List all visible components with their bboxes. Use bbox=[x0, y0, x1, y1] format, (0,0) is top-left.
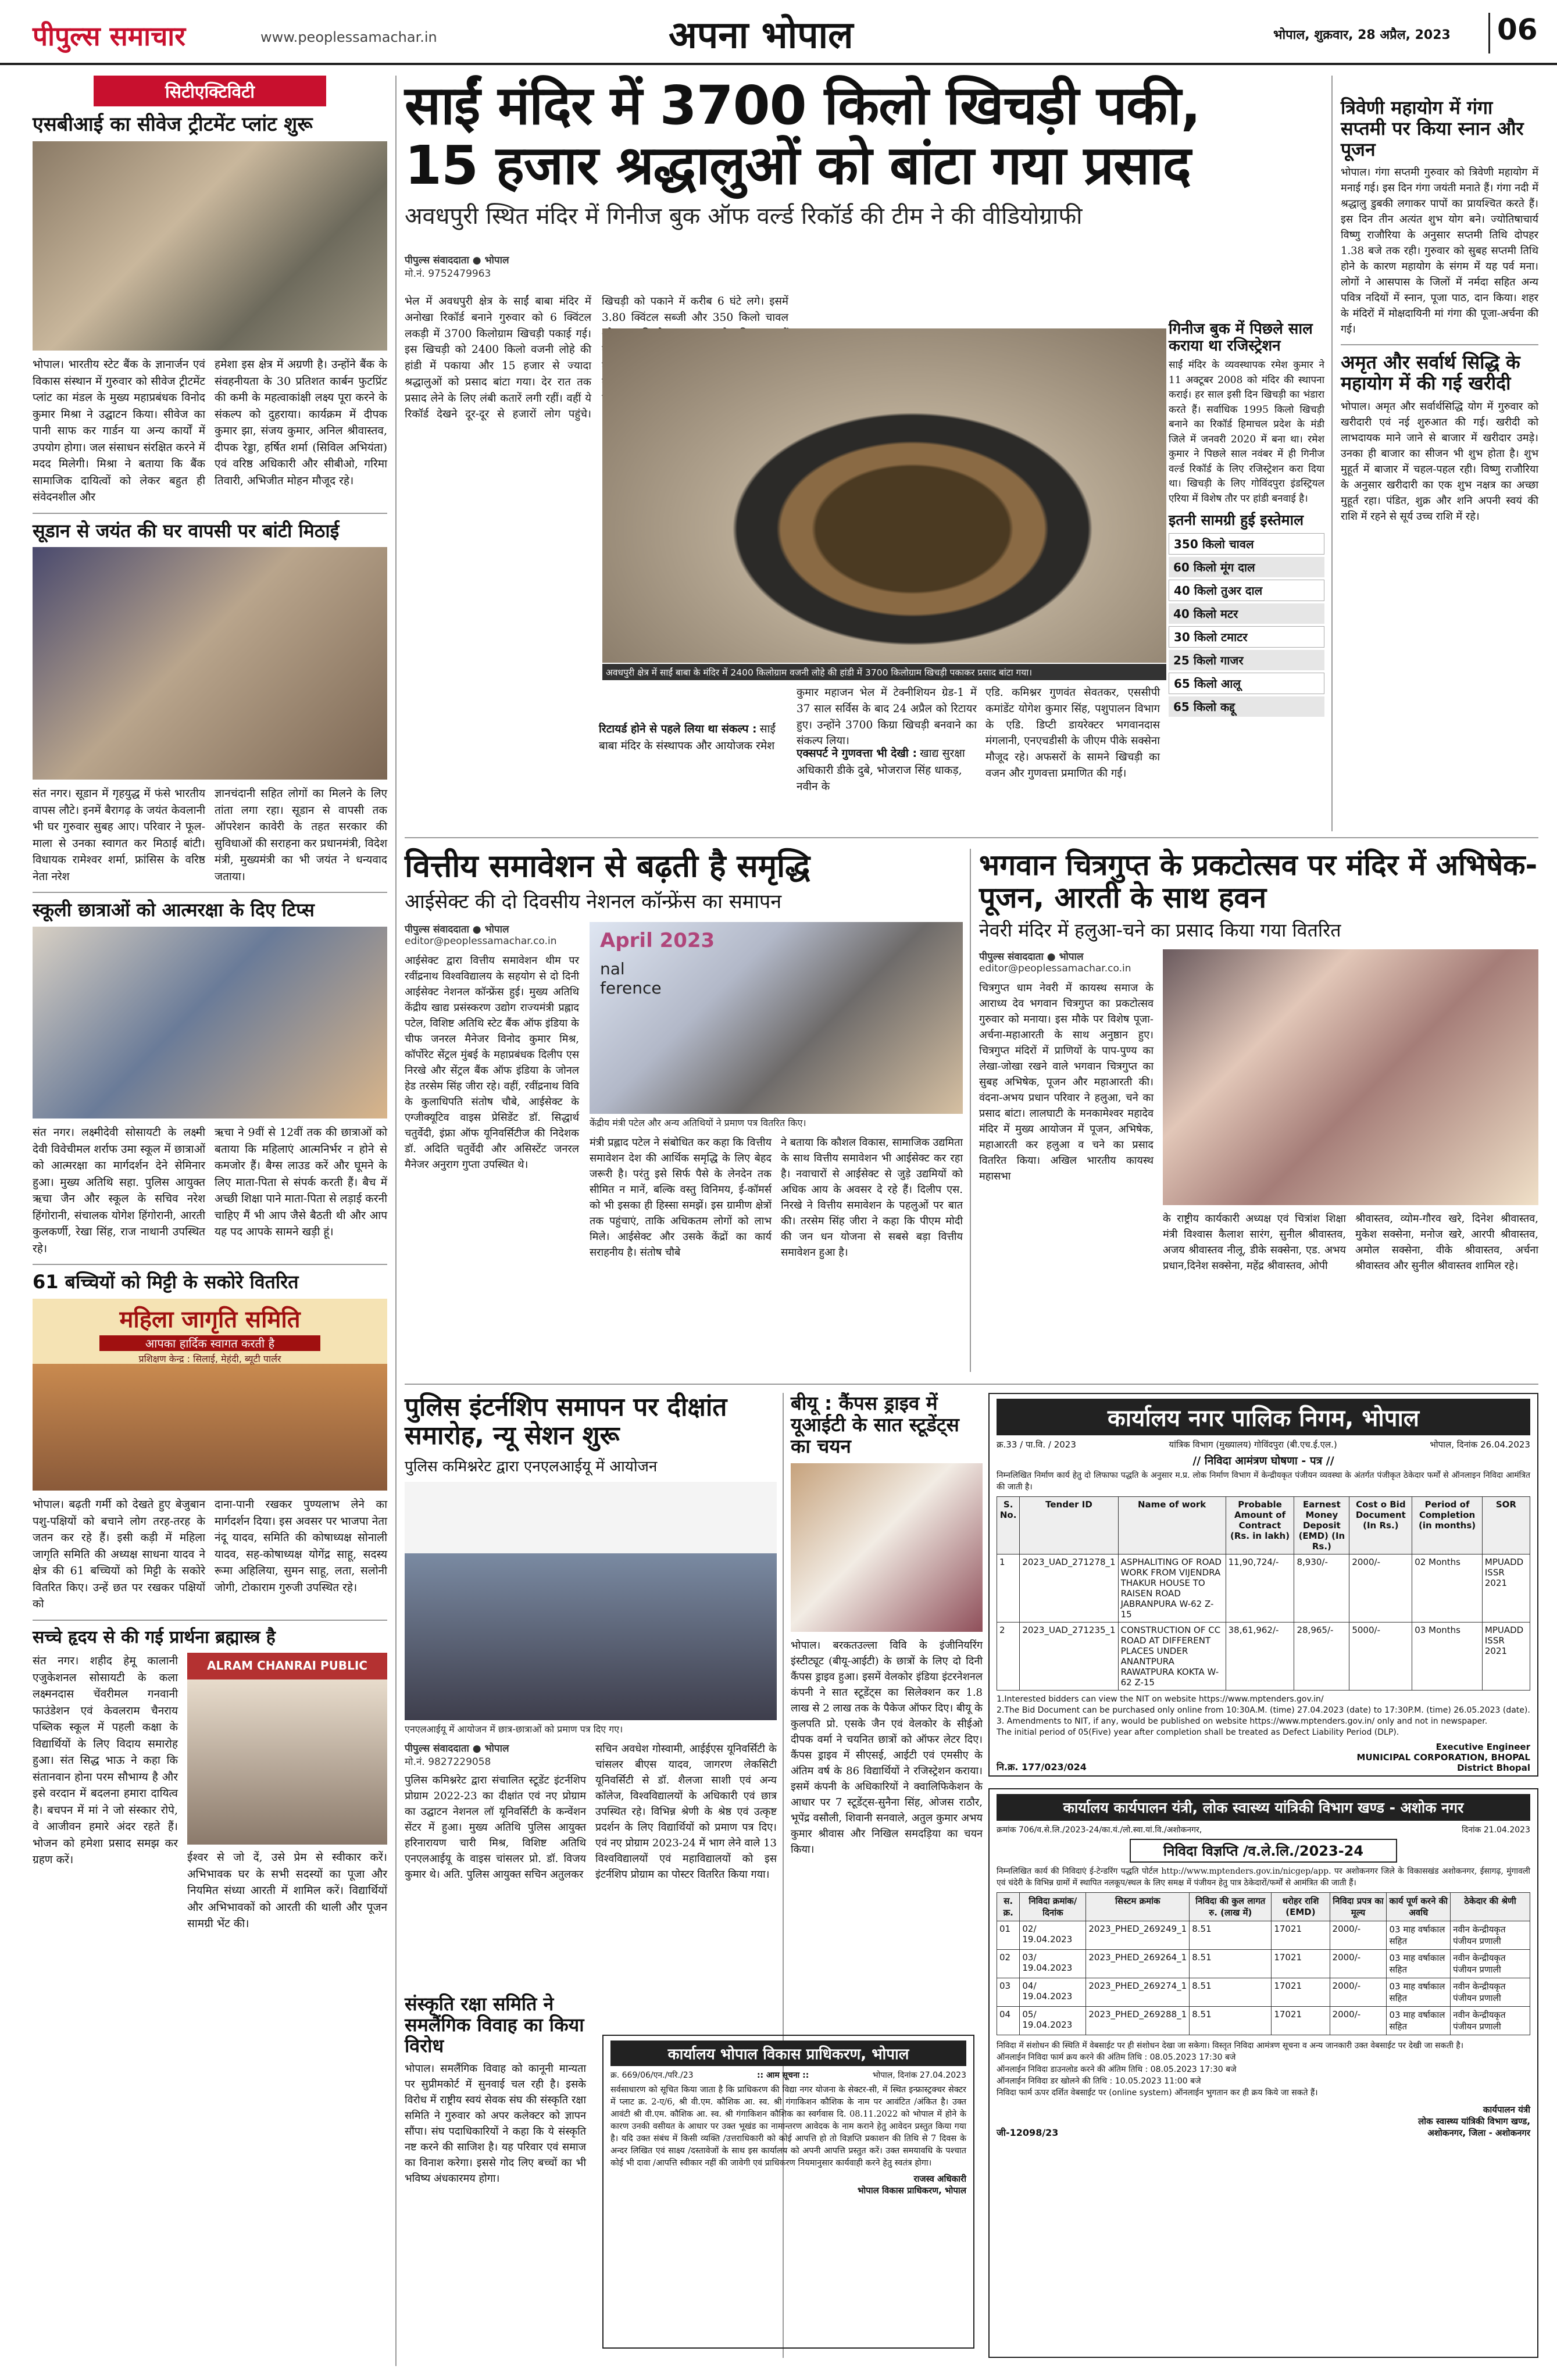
sbi-headline: एसबीआई का सीवेज ट्रीटमेंट प्लांट शुरू bbox=[33, 113, 313, 136]
left-column bbox=[33, 76, 387, 2366]
phe-col-header: निविदा की कुल लागत रु. (लाख में) bbox=[1190, 1893, 1272, 1921]
fin-photo-banner-2: nal bbox=[600, 959, 625, 979]
sakore-text-col2: दाना-पानी रखकर पुण्यलाभ लेने का मार्गदर्शन दिया। इस अवसर पर भाजपा नेता नंदू यादव, समिति की कोषाध्यक्ष सोनाली यादव, सह-कोषाध्यक्ष योगेंद्र साहू, सदस्य रूमा अहिलिया, सुमन साहू, लता, सलोनी जोगी, टोकाराम गुरुजी उपस्थित रहे। bbox=[215, 1498, 387, 1594]
dateline: भोपाल, शुक्रवार, 28 अप्रैल, 2023 bbox=[1273, 28, 1451, 42]
nn-cell: ASPHALITING OF ROAD WORK FROM VIJENDRA THAKUR HOUSE TO RAISEN ROAD JABRANPURA W-62 Z-15 bbox=[1118, 1554, 1226, 1623]
bda-text: सर्वसाधारण को सूचित किया जाता है कि प्राधिकरण की विद्या नगर योजना के सेक्टर-सी, में स्थित इन्फ्रास्ट्रक्चर सेक्टर में प्लाट क्र. 2-ए/6, श्री वी.एम. कौशिक आ. स्व. श्री गंगाकिशन कौशिक के नाम पर आवंटित /अंकित है। उक्त आवंटी श्री वी.एम. कौशिक आ. स्व. श्री गंगाकिशन कौशिक का स्वर्गवास दि. 08.11.2022 को भोपाल में होने के कारण उनकी वसीयत के आधार पर उक्त भूखंड का नामान्तरण आवेदक के नाम कराने हेतु आवेदन प्रस्तुत किया गया है। यदि उक्त संबंध में किसी व्यक्ति /उत्तराधिकारी को कोई आपत्ति हो तो विज्ञप्ति प्रकाशन की तिथि से 7 दिवस के अन्दर लिखित एवं साक्ष्य /दस्तावेजों के साथ इस कार्यालय को अपनी आपत्ति प्रस्तुत करें। उक्त समयावधि के पश्चात कोई भी दावा /आपत्ति स्वीकार नहीं की जावेगी एवं प्राधिकरण नियमानुसार कार्यवाही करने हेतु स्वतंत्र होगा। bbox=[610, 2085, 966, 2168]
khichdi-photo bbox=[602, 328, 1166, 663]
phe-row bbox=[997, 2007, 1530, 2035]
bda-date: भोपाल, दिनांक 27.04.2023 bbox=[872, 2071, 966, 2080]
fin-text-col3: ने बताया कि कौशल विकास, सामाजिक उद्यमिता के साथ वित्तीय समावेशन भी आईसेक्ट कर रहा है। नवाचारों से आईसेक्ट से जुड़े उद्यमियों को अधिक आय के अवसर दे रहे हैं। दिलीप एस. निरखे ने वित्तीय समावेशन के पहलुओं पर बात की। तरसेम सिंह जीरा ने कहा कि पीएम मोदी की जन धन योजना से सबसे बड़ा वित्तीय समावेशन हुआ है। bbox=[781, 1137, 963, 1259]
chitragupt-text-col3: श्रीवास्तव, व्योम-गौरव खरे, दिनेश श्रीवास्तव, मुकेश सक्सेना, मनोज खरे, आरपी श्रीवास्तव, अमोल सक्सेना, वीके श्रीवास्तव, अर्चना श्रीवास्तव और सुनील श्रीवास्तव शामिल रहे। bbox=[1355, 1213, 1538, 1272]
phe-row bbox=[997, 1950, 1530, 1978]
divider bbox=[33, 1264, 387, 1265]
nn-notes bbox=[997, 1694, 1530, 1738]
phe-cell: 2023_PHED_269264_1 bbox=[1086, 1950, 1190, 1978]
police-photo-caption: एनएलआईयू में आयोजन में छात्र-छात्राओं को प्रमाण पत्र दिए गए। bbox=[405, 1723, 623, 1735]
phe-col-header: ठेकेदार की श्रेणी bbox=[1451, 1893, 1530, 1921]
phe-cell: 2023_PHED_269288_1 bbox=[1086, 2007, 1190, 2035]
divider bbox=[33, 513, 387, 514]
bu-headline: बीयू : कैंपस ड्राइव में यूआईटी के सात स्टूडेंट्स का चयन bbox=[791, 1392, 959, 1457]
nn-cell: 8,930/- bbox=[1294, 1554, 1349, 1623]
lead-subhead-1: रिटायर्ड होने से पहले लिया था संकल्प : bbox=[599, 723, 757, 735]
nn-code: नि.क्र. 177/023/024 bbox=[997, 1761, 1087, 1773]
fin-photo bbox=[590, 922, 963, 1114]
fin-headline: वित्तीय समावेशन से बढ़ती है समृद्धि bbox=[405, 848, 810, 884]
nn-cell: 03 Months bbox=[1412, 1623, 1483, 1691]
ganga-headline: त्रिवेणी महायोग में गंगा सप्तमी पर किया स्नान और पूजन bbox=[1341, 97, 1524, 160]
phe-note: निविदा में संशोधन की स्थिति में वेबसाईट पर ही संशोधन देखा जा सकेगा। विस्तृत निविदा आमंत्रण सूचना व अन्य जानकारी उक्त वेबसाईट पर देखी जा सकती है। bbox=[997, 2041, 1464, 2051]
police-byline: पीपुल्स संवाददाता ● भोपाल bbox=[405, 1742, 509, 1754]
banner-subtitle: आपका हार्दिक स्वागत करती है bbox=[99, 1335, 320, 1351]
page-number: 06 bbox=[1488, 13, 1541, 53]
bu-story bbox=[791, 1393, 983, 2021]
nn-col-header: S. No. bbox=[997, 1497, 1020, 1554]
chitragupt-byline: पीपुल्स संवाददाता ● भोपाल bbox=[979, 951, 1084, 963]
phe-cell: 01 bbox=[997, 1921, 1020, 1950]
fin-photo-banner: April 2023 bbox=[600, 929, 715, 953]
ingredient-item: 40 किलो मटर bbox=[1169, 603, 1324, 624]
phe-note: निविदा फार्म ऊपर दर्शित वेबसाईट पर (online system) ऑनलाईन भुगतान कर ही क्रय किये जा सकते हैं। bbox=[997, 2088, 1318, 2098]
bda-sign-2: भोपाल विकास प्राधिकरण, भोपाल bbox=[857, 2185, 966, 2196]
newspaper-logo: पीपुल्स समाचार bbox=[33, 20, 186, 52]
phe-note: ऑनलाईन निविदा डर खोलने की तिथि : 10.05.2023 11:00 बजे bbox=[997, 2077, 1201, 2086]
khichdi-photo-caption: अवधपुरी क्षेत्र में साईं बाबा के मंदिर में 2400 किलोग्राम वजनी लोहे की हांडी में 3700 किलोग्राम खिचड़ी पकाकर प्रसाद बांटा गया। bbox=[602, 664, 1166, 680]
nn-title: कार्यालय नगर पालिक निगम, भोपाल bbox=[997, 1399, 1530, 1435]
sudan-text-col1: संत नगर। सूडान में गृहयुद्ध में फंसे भारतीय वापस लौटे। इनमें बैरागढ़ के जयंत केवलानी भी घर गुरुवार सुबह आए। परिवार ने फूल-माला से उनका स्वागत कर मिठाई बांटी। विधायक रामेश्वर शर्मा, फ्रांसिस के वरिष्ठ नेता नरेश bbox=[33, 787, 205, 883]
amrit-headline: अमृत और सर्वार्थ सिद्धि के महायोग में की गई खरीदी bbox=[1341, 351, 1520, 395]
phe-cell: 2000/- bbox=[1330, 1921, 1387, 1950]
phe-cell: नवीन केन्द्रीयकृत पंजीयन प्रणाली bbox=[1451, 1950, 1530, 1978]
lead-below-photo-1: कुमार महाजन भेल में टेक्नीशियन ग्रेड-1 में 37 साल सर्विस के बाद 24 अप्रैल को रिटायर हुए। उन्होंने 3700 किग्रा खिचड़ी बनवाने का संकल्प लिया। bbox=[797, 687, 977, 748]
masthead bbox=[0, 0, 1557, 65]
ingredient-item: 65 किलो कद्दू bbox=[1169, 696, 1324, 717]
lead-byline: पीपुल्स संवाददाता ● भोपाल bbox=[405, 255, 509, 266]
phe-cell: नवीन केन्द्रीयकृत पंजीयन प्रणाली bbox=[1451, 1921, 1530, 1950]
police-story bbox=[405, 1393, 777, 1974]
lead-body-column bbox=[405, 253, 579, 288]
lead-subhead-2: एक्सपर्ट ने गुणवत्ता भी देखी : bbox=[797, 747, 917, 760]
phe-title: कार्यालय कार्यपालन यंत्री, लोक स्वास्थ्य यांत्रिकी विभाग खण्ड - अशोक नगर bbox=[997, 1794, 1530, 1821]
amrit-text: भोपाल। अमृत और सर्वार्थसिद्धि योग में गुरुवार को खरीदारी एवं नई शुरुआत की गई। खरीदी को लाभदायक माने जाने से बाजार में खरीदार उमड़े। उनका ही बाजार का सीजन भी शुभ होता है। शुभ मुहूर्त में बाजार में चहल-पहल रही। विष्णु राजौरिया के अनुसार खरीदारी का एक शुभ नक्षत्र का अच्छा मुहूर्त रहा। पंडित, शुक्र और शनि अपनी स्वयं की राशि में रहने से सूर्य उच्च राशि में रहे। bbox=[1341, 401, 1538, 523]
phe-col-header: निविदा प्रपत्र का मूल्य bbox=[1330, 1893, 1387, 1921]
phe-sign-3: अशोकनगर, जिला - अशोकनगर bbox=[1427, 2127, 1530, 2138]
nn-note: The initial period of 05(Five) year after completion shall be treated as Defect Liability Period (DLP). bbox=[997, 1727, 1399, 1737]
nn-cell: 5000/- bbox=[1349, 1623, 1412, 1691]
nn-cell: 2 bbox=[997, 1623, 1020, 1691]
financial-story bbox=[405, 849, 963, 1355]
phe-cell: 8.51 bbox=[1190, 2007, 1272, 2035]
phe-col-header: स. क्र. bbox=[997, 1893, 1020, 1921]
nn-table bbox=[997, 1496, 1530, 1691]
phe-ref: क्रमांक 706/व.से.लि./2023-24/का.यं./लो.स्वा.यां.वि./अशोकनगर, bbox=[997, 1825, 1202, 1835]
sudan-text-col2: ज्ञानचंदानी सहित लोगों का मिलने के लिए तांता लगा रहा। सूडान से वापसी तक ऑपरेशन कावेरी के तहत सरकार की सुविधाओं की सराहना कर प्रधानमंत्री, विदेश मंत्री, मुख्यमंत्री का भी जयंत ने धन्यवाद जताया। bbox=[215, 787, 387, 883]
website-url[interactable]: www.peoplessamachar.in bbox=[260, 29, 437, 45]
lead-headline-line2: 15 हजार श्रद्धालुओं को बांटा गया प्रसाद bbox=[405, 134, 1191, 197]
self-defense-headline: स्कूली छात्राओं को आत्मरक्षा के दिए टिप्स bbox=[33, 899, 315, 921]
phe-cell: 17021 bbox=[1272, 2007, 1330, 2035]
self-defense-text-col2: ऋचा ने 9वीं से 12वीं तक की छात्राओं को बताया कि महिलाएं आत्मनिर्भर न होने से कमजोर हैं। बैग्स लाउड करें और घूमने के लिए माता-पिता से संपर्क करती हैं। बैच में अच्छी शिक्षा पाने माता-पिता से लड़ाई करनी चाहिए मैं भी आप जैसे बैठती थी और आप यह पद आपके सामने खड़ी हूं। bbox=[215, 1126, 387, 1239]
phe-cell: 04/ 19.04.2023 bbox=[1020, 1978, 1086, 2007]
bda-sign-1: राजस्व अधिकारी bbox=[913, 2174, 966, 2185]
police-photo bbox=[405, 1482, 777, 1720]
sanskriti-text: भोपाल। समलैंगिक विवाह को कानूनी मान्यता पर सुप्रीमकोर्ट में सुनवाई चल रही है। इसके विरोध में राष्ट्रीय स्वयं सेवक संघ की संस्कृति रक्षा समिति ने गुरुवार को अपर कलेक्टर को ज्ञापन सौंपा। संघ पदाधिकारियों ने कहा कि ये संस्कृति नष्ट करने की साजिश है। यह परिवार एवं समाज का विनाश करेगा। इससे गोद लिए बच्चों का भी भविष्य अंधकारमय होगा। bbox=[405, 2063, 586, 2185]
police-text-col2: सचिन अवधेश गोस्वामी, आईईएस यूनिवर्सिटी के चांसलर बीएस यादव, जागरण लेकसिटी यूनिवर्सिटी से डॉ. शैलजा साशी एवं अन्य कॉलेज, विश्वविद्यालयों के अधिकारी एवं छात्र उपस्थित रहे। विभिन्न श्रेणी के श्रेष्ठ एवं उत्कृष्ट प्रदर्शन के लिए विद्यार्थियों को प्रमाण पत्र दिए। एवं नए प्रोग्राम 2023-24 में भाग लेने वाले 13 विश्वविद्यालयों एवं महाविद्यालयों को इस इंटर्नशिप प्रोग्राम का पोस्टर वितरित किया गया। bbox=[595, 1742, 777, 1881]
sakore-headline: 61 बच्चियों को मिट्टी के सकोरे वितरित bbox=[33, 1271, 299, 1293]
phe-cell: 2023_PHED_269274_1 bbox=[1086, 1978, 1190, 2007]
phe-sign-1: कार्यपालन यंत्री bbox=[1483, 2104, 1530, 2115]
fin-photo-caption: केंद्रीय मंत्री पटेल और अन्य अतिथियों ने प्रमाण पत्र वितरित किए। bbox=[590, 1117, 806, 1129]
phe-col-header: निविदा क्रमांक/दिनांक bbox=[1020, 1893, 1086, 1921]
nn-note: 1.Interested bidders can view the NIT on website https://www.mptenders.gov.in/ bbox=[997, 1695, 1324, 1704]
sudan-photo bbox=[33, 547, 387, 780]
nn-cell: 02 Months bbox=[1412, 1554, 1483, 1623]
chitragupt-photo bbox=[1163, 949, 1538, 1205]
prayer-text-col2: ईश्वर से जो दें, उसे प्रेम से स्वीकार करें। अभिभावक घर के सभी सदस्यों का पूजा और नियमित संध्या आरती में शामिल करें। विद्यार्थियों और अभिभावकों को आरती की थाली और पूजन सामग्री भेंट की। bbox=[187, 1851, 387, 1931]
guinness-subhead: गिनीज बुक में पिछले साल कराया था रजिस्ट्रेशन bbox=[1169, 320, 1313, 355]
sbi-text-col1: भोपाल। भारतीय स्टेट बैंक के ज्ञानार्जन एवं विकास संस्थान में गुरुवार को सीवेज ट्रीटमेंट प्लांट का मंडल के मुख्य महाप्रबंधक विनोद कुमार मिश्रा ने उद्घाटन किया। सीवेज का पानी साफ कर गार्डन या अन्य कार्यों में उपयोग होगा। जल संसाधन संरक्षित करने में मदद मिलेगी। मिश्रा ने बताया कि बैंक सामाजिक दायित्वों को लेकर बहुत ही संवेदनशील और bbox=[33, 358, 205, 504]
phe-cell: 17021 bbox=[1272, 1978, 1330, 2007]
prayer-photo bbox=[187, 1653, 387, 1845]
police-text-col1: पुलिस कमिश्नरेट द्वारा संचालित स्टूडेंट इंटर्नशिप प्रोग्राम 2022-23 का दीक्षांत एवं नए प्रोग्राम का उद्घाटन नेशनल लॉ यूनिवर्सिटी के कन्वेंशन सेंटर में हुआ। मुख्य अतिथि पुलिस आयुक्त हरिनारायण चारी मिश्र, विशिष्ट अतिथि एनएलआईयू के वाइस चांसलर प्रो. डॉ. विजय कुमार थे। अति. पुलिस आयुक्त सचिन अतुलकर bbox=[405, 1774, 586, 1881]
police-phone: मो.नं. 9827229058 bbox=[405, 1756, 491, 1768]
chitragupt-deck: नेवरी मंदिर में हलुआ-चने का प्रसाद किया गया वितरित bbox=[979, 919, 1341, 941]
sudan-headline: सूडान से जयंत की घर वापसी पर बांटी मिठाई bbox=[33, 519, 340, 542]
nn-note: 2.The Bid Document can be purchased only online from 10:30A.M. (time) 27.04.2023 (date) to 17:30P.M. (time) 26.05.2023 (date). bbox=[997, 1706, 1530, 1716]
city-activity-label: सिटीएक्टिविटी bbox=[94, 76, 326, 106]
phe-cell: 03/ 19.04.2023 bbox=[1020, 1950, 1086, 1978]
phe-col-header: धरोहर राशि (EMD) bbox=[1272, 1893, 1330, 1921]
nn-col-header: Period of Completion (in months) bbox=[1412, 1497, 1483, 1554]
phe-cell: 2000/- bbox=[1330, 1978, 1387, 2007]
phe-cell: 8.51 bbox=[1190, 1921, 1272, 1950]
ingredients-title: इतनी सामग्री हुई इस्तेमाल bbox=[1169, 512, 1304, 529]
nn-cell: 1 bbox=[997, 1554, 1020, 1623]
nn-col-header: Name of work bbox=[1118, 1497, 1226, 1554]
phe-cell: 03 bbox=[997, 1978, 1020, 2007]
phe-row bbox=[997, 1921, 1530, 1950]
chitragupt-text-col1: चित्रगुप्त धाम नेवरी में कायस्थ समाज के आराध्य देव भगवान चित्रगुप्त का प्रकटोत्सव गुरुवार को मनाया। इस मौके पर विशेष पूजा-अर्चना-महाआरती के साथ अनुष्ठान हुए। चित्रगुप्त मंदिरों में प्राणियों के पाप-पुण्य का लेखा-जोखा रखने वाले भगवान चित्रगुप्त का सुबह अभिषेक, पूजन और महाआरती की। वंदना-अभय प्रधान परिवार ने हलुआ, चने का प्रसाद बांटा। लालघाटी के मनकामेश्वर महादेव मंदिर में मुख्य आयोजन में पूजन, अभिषेक, महाआरती कर हलुआ व चने का प्रसाद वितरित किया। अखिल भारतीय कायस्थ महासभा bbox=[979, 982, 1154, 1182]
nn-row bbox=[997, 1623, 1530, 1691]
nn-cell: 2023_UAD_271278_1 bbox=[1020, 1554, 1118, 1623]
fin-deck: आईसेक्ट की दो दिवसीय नेशनल कॉन्फ्रेंस का समापन bbox=[405, 890, 782, 914]
lead-sub2-wrap bbox=[797, 745, 977, 795]
column-rule bbox=[395, 76, 397, 2366]
bu-photo bbox=[791, 1463, 983, 1632]
nn-cell: MPUADD ISSR 2021 bbox=[1482, 1554, 1530, 1623]
bda-title: कार्यालय भोपाल विकास प्राधिकरण, भोपाल bbox=[610, 2040, 966, 2066]
self-defense-text-col1: संत नगर। लक्ष्मीदेवी सोसायटी के लक्ष्मी देवी विवेचीमल शर्राफ उमा स्कूल में छात्राओं को आत्मरक्षा का मार्गदर्शन देने सेमिनार हुआ। मुख्य अतिथि सहा. पुलिस आयुक्त ऋचा जैन और स्कूल के सचिव नरेश हिंगोरानी, संचालक योगेश हिंगोरानी, आरती कुलकर्णी, रेखा सिंह, राज नाथानी उपस्थित रहे। bbox=[33, 1126, 205, 1255]
nn-note: 3. Amendments to NIT, if any, would be published on website https://www.mptenders.gov.in/ only and not in newspaper. bbox=[997, 1716, 1488, 1726]
lead-phone: मो.नं. 9752479963 bbox=[405, 268, 491, 280]
prayer-text-col1: संत नगर। शहीद हेमू कालानी एजुकेशनल सोसायटी के कला लक्ष्मनदास चेंवरीमल गनवानी फाउंडेशन एवं केवलराम चैनराय पब्लिक स्कूल में पहली कक्षा के विद्यार्थियों के लिए विदाय समारोह हुआ। संत सिद्ध भाऊ ने कहा कि संतानवान होना परम सौभाग्य है और इसे वरदान में बदलना हमारा दायित्व है। बचपन में मां ने जो संस्कार रोपे, वे आजीवन हमारे अंदर रहते हैं। भोजन को हमेशा प्रसाद समझ कर ग्रहण करें। bbox=[33, 1654, 178, 1867]
phe-cell: नवीन केन्द्रीयकृत पंजीयन प्रणाली bbox=[1451, 2007, 1530, 2035]
divider bbox=[1341, 344, 1538, 345]
phe-cell: 02/ 19.04.2023 bbox=[1020, 1921, 1086, 1950]
right-column bbox=[1341, 98, 1538, 524]
nn-dept: यांत्रिक विभाग (मुख्यालय) गोविंदपुरा (बी.एच.ई.एल.) bbox=[1169, 1439, 1337, 1450]
nn-cell: 2000/- bbox=[1349, 1554, 1412, 1623]
divider bbox=[33, 1620, 387, 1621]
nn-sign-1: Executive Engineer bbox=[1435, 1741, 1530, 1752]
nn-col-header: Cost o Bid Document (In Rs.) bbox=[1349, 1497, 1412, 1554]
phe-intro: निम्नलिखित कार्य की निविदाएं ई-टेन्डरिंग पद्धति पोर्टल http://www.mptenders.gov.in/nicgep/app. पर अशोकनगर जिले के विकासखंड अशोकनगर, ईसागढ़, मुंगावली एवं चंदेरी के विभिन्न ग्रामों में स्थापित नलकूप/स्थल के लिए समक्ष में पंजीयन हेतु पात्र ठेकेदारों/फर्मों से आमंत्रित की जाती हैं। bbox=[997, 1867, 1530, 1888]
self-defense-photo bbox=[33, 927, 387, 1118]
nn-date: भोपाल, दिनांक 26.04.2023 bbox=[1430, 1439, 1530, 1450]
ingredient-item: 60 किलो मूंग दाल bbox=[1169, 557, 1324, 577]
phe-sign-2: लोक स्वास्थ्य यांत्रिकी विभाग खण्ड, bbox=[1418, 2115, 1530, 2127]
fin-email[interactable]: editor@peoplessamachar.co.in bbox=[405, 935, 557, 948]
guinness-text: साईं मंदिर के व्यवस्थापक रमेश कुमार ने 11 अक्टूबर 2008 को मंदिर की स्थापना कराई। हर साल इसी दिन खिचड़ी का भंडारा करते हैं। सर्वाधिक 1995 किलो खिचड़ी बनाने का रिकॉर्ड हिमाचल प्रदेश के मंडी जिले में जनवरी 2020 में बना था। रमेश कुमार ने पिछले साल नवंबर में ही गिनीज वर्ल्ड रिकॉर्ड के लिए रजिस्ट्रेशन करा दिया था। खिचड़ी के लिए गोविंदपुरा इंडस्ट्रियल एरिया में विशेष तौर पर हांडी बनवाई है। bbox=[1169, 359, 1324, 505]
chitragupt-email[interactable]: editor@peoplessamachar.co.in bbox=[979, 963, 1131, 974]
lead-sub1-wrap bbox=[599, 721, 788, 754]
ingredient-item: 350 किलो चावल bbox=[1169, 533, 1324, 555]
ingredient-item: 65 किलो आलू bbox=[1169, 673, 1324, 694]
nn-col-header: Tender ID bbox=[1020, 1497, 1118, 1554]
lead-below-photo-2: एडि. कमिश्नर गुणवंत सेवतकर, एससीपी कमांडेंट योगेश कुमार सिंह, पशुपालन विभाग के एडि. डिप्टी डायरेक्टर भगवानदास मंगलानी, एनएचडीसी के जीएम पीके सक्सेना मौजूद रहे। अफसरों के सामने खिचड़ी का वजन और गुणवत्ता प्रमाणित की गई। bbox=[985, 687, 1160, 780]
nn-ref: क्र.33 / पा.वि. / 2023 bbox=[997, 1439, 1076, 1450]
ingredients-list bbox=[1169, 533, 1324, 717]
sbi-photo bbox=[33, 141, 387, 351]
nn-cell: MPUADD ISSR 2021 bbox=[1482, 1623, 1530, 1691]
chitragupt-story bbox=[979, 849, 1538, 1372]
phe-cell: 2023_PHED_269249_1 bbox=[1086, 1921, 1190, 1950]
column-rule bbox=[1331, 76, 1333, 831]
phe-cell: 17021 bbox=[1272, 1950, 1330, 1978]
ingredient-item: 25 किलो गाजर bbox=[1169, 650, 1324, 670]
lead-headline-line1: साईं मंदिर में 3700 किलो खिचड़ी पकी, bbox=[405, 74, 1201, 137]
nn-sign-3: District Bhopal bbox=[1457, 1762, 1530, 1773]
banner-title: महिला जागृति समिति bbox=[119, 1306, 301, 1334]
phe-row bbox=[997, 1978, 1530, 2007]
lead-body-text: भेल में अवधपुरी क्षेत्र के साईं बाबा मंदिर में अनोखा रिकॉर्ड बनाने गुरुवार को 6 क्विंटल लकड़ी में 3700 किलोग्राम खिचड़ी पकाई गई। इस खिचड़ी को 2400 किलो वजनी लोहे की हांडी में पकाया और 15 हजार से ज्यादा श्रद्धालुओं को प्रसाद बांटा गया। देर रात तक प्रसाद लेने के लिए लंबी कतारें लगी रहीं। वहीं ये रिकॉर्ड देखने दूर-दूर से हजारों लोग पहुंचे। खिचड़ी को पकाने में करीब 6 घंटे लगे। इसमें 3.80 क्विंटल सब्जी और 350 किलो चावल bbox=[405, 295, 788, 421]
sanskriti-headline: संस्कृति रक्षा समिति ने समलैंगिक विवाह का किया विरोध bbox=[405, 1993, 584, 2057]
phe-cell: 17021 bbox=[1272, 1921, 1330, 1950]
phe-tender bbox=[988, 1788, 1538, 2358]
phe-notes bbox=[997, 2040, 1530, 2099]
phe-subtitle: निविदा विज्ञप्ति /व.ले.लि./2023-24 bbox=[1130, 1839, 1397, 1863]
ingredient-item: 30 किलो टमाटर bbox=[1169, 626, 1324, 648]
phe-cell: 04 bbox=[997, 2007, 1020, 2035]
nn-col-header: SOR bbox=[1482, 1497, 1530, 1554]
phe-code: जी-12098/23 bbox=[997, 2127, 1059, 2138]
lead-deck: अवधपुरी स्थित मंदिर में गिनीज बुक ऑफ वर्ल्ड रिकॉर्ड की टीम ने की वीडियोग्राफी bbox=[405, 203, 1083, 230]
police-headline: पुलिस इंटर्नशिप समापन पर दीक्षांत समारोह, न्यू सेशन शुरू bbox=[405, 1392, 727, 1451]
phe-cell: 03 माह वर्षाकाल सहित bbox=[1387, 1950, 1451, 1978]
fin-photo-banner-3: ference bbox=[600, 978, 662, 998]
phe-cell: 8.51 bbox=[1190, 1978, 1272, 2007]
sakore-text-col1: भोपाल। बढ़ती गर्मी को देखते हुए बेजुबान पशु-पक्षियों को बचाने लोग तरह-तरह के जतन कर रहे हैं। इसी कड़ी में महिला जागृति समिति की अध्यक्ष साधना यादव ने क्षेत्र की 61 बच्चियों को मिट्टी के सकोरे वितरित किए। उन्हें छत पर रखकर पक्षियों को bbox=[33, 1498, 205, 1611]
nn-col-header: Probable Amount of Contract (Rs. in lakh) bbox=[1226, 1497, 1294, 1554]
phe-cell: 05/ 19.04.2023 bbox=[1020, 2007, 1086, 2035]
nn-cell: CONSTRUCTION OF CC ROAD AT DIFFERENT PLACES UNDER ANANTPURA RAWATPURA KOKTA W-62 Z-15 bbox=[1118, 1623, 1226, 1691]
nn-cell: 11,90,724/- bbox=[1226, 1554, 1294, 1623]
phe-col-header: कार्य पूर्ण करने की अवधि bbox=[1387, 1893, 1451, 1921]
nn-cell: 28,965/- bbox=[1294, 1623, 1349, 1691]
divider bbox=[405, 1384, 1538, 1385]
chitragupt-text-col2: के राष्ट्रीय कार्यकारी अध्यक्ष एवं चित्रांश शिक्षा मंत्री विश्वास कैलाश सारंग, सुनील श्रीवास्तव, अजय श्रीवास्तव नीलू, डीके सक्सेना, एड. अभय प्रधान,दिनेश सक्सेना, महेंद्र श्रीवास्तव, ओपी bbox=[1163, 1213, 1346, 1272]
nn-cell: 38,61,962/- bbox=[1226, 1623, 1294, 1691]
phe-date: दिनांक 21.04.2023 bbox=[1462, 1825, 1530, 1835]
divider bbox=[405, 837, 1538, 838]
nn-subtitle: // निविदा आमंत्रण घोषणा - पत्र // bbox=[1192, 1455, 1334, 1467]
banner-subtitle-2: प्रशिक्षण केन्द्र : सिलाई, मेहंदी, ब्यूटी पार्लर bbox=[138, 1353, 281, 1365]
phe-table bbox=[997, 1892, 1530, 2035]
lead-subhead-2-text: खाद्य सुरक्षा अधिकारी डीके दुबे, भोजराज सिंह धाकड़, नवीन के bbox=[797, 747, 965, 793]
police-deck: पुलिस कमिश्नरेट द्वारा एनएलआईयू में आयोजन bbox=[405, 1457, 658, 1475]
phe-cell: 2000/- bbox=[1330, 1950, 1387, 1978]
fin-byline: पीपुल्स संवाददाता ● भोपाल bbox=[405, 924, 509, 936]
phe-cell: 2000/- bbox=[1330, 2007, 1387, 2035]
nn-row bbox=[997, 1554, 1530, 1623]
nn-col-header: Earnest Money Deposit (EMD) (In Rs.) bbox=[1294, 1497, 1349, 1554]
column-rule bbox=[970, 849, 971, 1372]
nn-intro: निम्नलिखित निर्माण कार्य हेतु दो लिफाफा पद्धति के अनुसार म.प्र. लोक निर्माण विभाग में केन्द्रीयकृत पंजीयन व्यवस्था के अंतर्गत पंजीकृत ठेकेदार फर्मों से ऑनलाइन निविदा आमंत्रित की जाती है। bbox=[997, 1471, 1530, 1492]
phe-cell: 03 माह वर्षाकाल सहित bbox=[1387, 2007, 1451, 2035]
fin-text-col1: आईसेक्ट द्वारा वित्तीय समावेशन थीम पर रवींद्रनाथ विश्वविद्यालय के सहयोग से दो दिनी आईसेक्ट नेशनल कॉन्फ्रेंस हुई। मुख्य अतिथि केंद्रीय खाद्य प्रसंस्करण उद्योग राज्यमंत्री प्रह्लाद पटेल, विशिष्ट अतिथि स्टेट बैंक ऑफ इंडिया के चीफ जनरल मैनेजर विनोद कुमार मिश्र, कॉर्पोरेट सेंट्रल मुंबई के महाप्रबंधक दिलीप एस निरखे और सेंट्रल बैंक ऑफ इंडिया के जोनल हेड तरसेम सिंह जीरा रहे। वहीं, रवींद्रनाथ विवि के कुलाधिपति संतोष चौबे, आईसेक्ट के एग्जीक्यूटिव वाइस प्रेसिडेंट डॉ. सिद्धार्थ चतुर्वेदी, इंफ्रा ऑफ यूनिवर्सिटीज की निदेशक डॉ. अदिति चतुर्वेदी और असिस्टेंट जनरल मैनेजर अनुराग गुप्ता उपस्थित थे। bbox=[405, 955, 579, 1171]
bda-subtitle: :: आम सूचना :: bbox=[756, 2071, 809, 2080]
sakore-photo bbox=[33, 1299, 387, 1491]
bda-ref: क्र. 669/06/एन./परि./23 bbox=[610, 2071, 694, 2080]
prayer-headline: सच्चे हृदय से की गई प्रार्थना ब्रह्मास्त्र है bbox=[33, 1627, 276, 1648]
sbi-text-col2: हमेशा इस क्षेत्र में अग्रणी है। उन्होंने बैंक के संवहनीयता के 30 प्रतिशत कार्बन फुटप्रिंट की कमी के महत्वाकांक्षी लक्ष्य पूरा करने के संकल्प को दुहराया। कार्यक्रम में दीपक कुमार झा, संजय कुमार, अनिल श्रीवास्तव, दीपक रेड्डा, हर्षित शर्मा (सिविल अभियंता) एवं वरिष्ठ अधिकारी और सीबीओ, गरिमा तिवारी, अभिजीत मोहन मौजूद रहे। bbox=[215, 358, 387, 487]
phe-cell: नवीन केन्द्रीयकृत पंजीयन प्रणाली bbox=[1451, 1978, 1530, 2007]
section-title: अपना भोपाल bbox=[669, 14, 854, 57]
nagar-nigam-tender bbox=[988, 1393, 1538, 1777]
phe-cell: 8.51 bbox=[1190, 1950, 1272, 1978]
school-sign: ALRAM CHANRAI PUBLIC bbox=[207, 1659, 367, 1673]
chitragupt-headline: भगवान चित्रगुप्त के प्रकटोत्सव पर मंदिर में अभिषेक-पूजन, आरती के साथ हवन bbox=[979, 848, 1538, 914]
phe-cell: 02 bbox=[997, 1950, 1020, 1978]
lead-subhead-1-text: साईं बाबा मंदिर के संस्थापक और आयोजक रमेश bbox=[599, 723, 776, 752]
ingredient-item: 40 किलो तुअर दाल bbox=[1169, 580, 1324, 601]
phe-note: ऑनलाईन निविदा डाउनलोड करने की अंतिम तिथि : 08.05.2023 17:30 बजे bbox=[997, 2064, 1237, 2074]
lead-sidebar bbox=[1169, 321, 1324, 827]
nn-cell: 2023_UAD_271235_1 bbox=[1020, 1623, 1118, 1691]
ganga-text: भोपाल। गंगा सप्तमी गुरुवार को त्रिवेणी महायोग में मनाई गई। इस दिन गंगा जयंती मनाते हैं। गंगा नदी में श्रद्धालु डुबकी लगाकर पापों का प्रायश्चित करते हैं। इस दिन तीन अत्यंत शुभ योग बने। ज्योतिषाचार्य विष्णु राजौरिया के अनुसार सप्तमी तिथि दोपहर 1.38 बजे तक रही। गुरुवार को सुबह सप्तमी तिथि होने के कारण महायोग के संगम में यह पर्व मना। लोगों ने आसपास के जिलों में नर्मदा सहित अन्य पवित्र नदियों में स्नान, पूजा पाठ, दान किया। शहर के मंदिरों में मोक्षदायिनी मां गंगा की पूजा-अर्चना की गई। bbox=[1341, 166, 1538, 336]
phe-note: ऑनलाईन निविदा फार्म क्रय करने की अंतिम तिथि : 08.05.2023 17:30 बजे bbox=[997, 2053, 1236, 2063]
bda-notice bbox=[602, 2035, 974, 2349]
phe-cell: 03 माह वर्षाकाल सहित bbox=[1387, 1921, 1451, 1950]
bu-text: भोपाल। बरकतउल्ला विवि के इंजीनियरिंग इंस्टीट्यूट (बीयू-आईटी) के छात्रों के लिए दो दिनी कैंपस ड्राइव हुआ। इसमें वेलकोर इंडिया इंटरनेशनल कंपनी ने सात स्टूडेंट्स का सिलेक्शन कर 1.8 लाख से 2 लाख तक के पैकेज ऑफर दिए। बीयू के कुलपति प्रो. एसके जैन एवं वेलकोर के सीईओ दीपक वर्मा ने चयनित छात्रों को ऑफर लेटर दिए। कैंपस ड्राइव में सीएसई, आईटी एवं एमसीए के अंतिम वर्ष के 86 विद्यार्थियों ने रजिस्ट्रेशन कराया। इसमें कंपनी के अधिकारियों ने क्वालिफिकेशन के आधार पर 7 स्टूडेंट्स-सुनैना सिंह, ओजस राठौर, भूपेंद्र वसौली, शिवानी सनवाले, अतुल कुमार अभय कुमार श्रीवास और निखिल समदड़िया का चयन किया। bbox=[791, 1639, 983, 1856]
divider bbox=[33, 892, 387, 893]
nn-sign-2: MUNICIPAL CORPORATION, BHOPAL bbox=[1356, 1752, 1530, 1763]
phe-cell: 03 माह वर्षाकाल सहित bbox=[1387, 1978, 1451, 2007]
phe-col-header: सिस्टम क्रमांक bbox=[1086, 1893, 1190, 1921]
fin-text-col2: मंत्री प्रह्लाद पटेल ने संबोधित कर कहा कि वित्तीय समावेशन देश की आर्थिक समृद्धि के लिए बेहद जरूरी है। परंतु इसे सिर्फ पैसे के लेनदेन तक सीमित न मानें, बल्कि वस्तु विनिमय, ई-कॉमर्स को भी इसका ही हिस्सा समझें। इस ग्रामीण क्षेत्रों तक पहुंचाएं, ताकि अधिकतम लोगों को लाभ मिले। आईसेक्ट और उसके केंद्रों का कार्य सराहनीय है। संतोष चौबे bbox=[590, 1137, 772, 1259]
